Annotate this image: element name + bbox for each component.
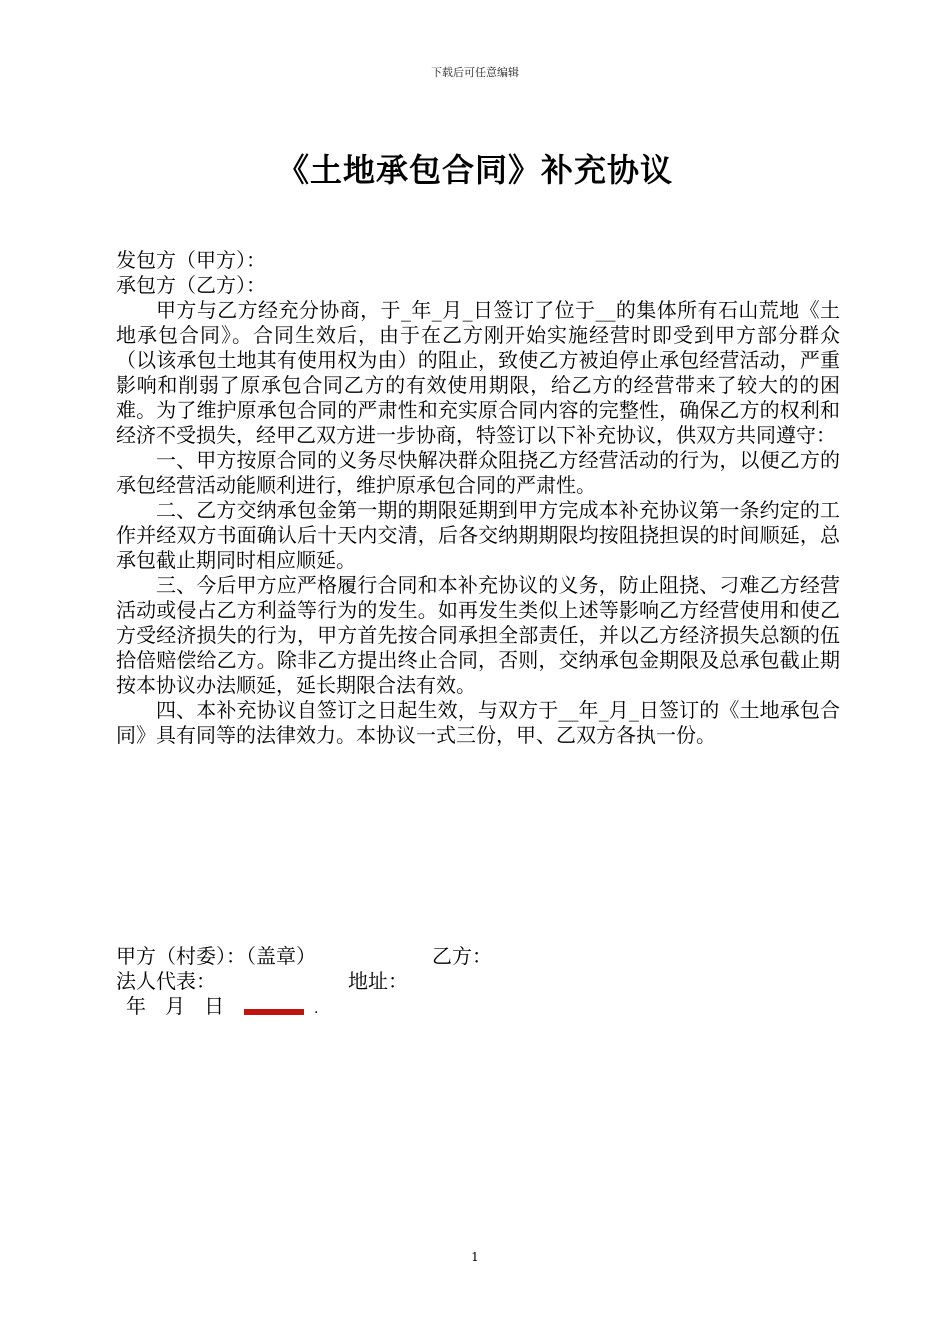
party-a-line: 发包方（甲方）： <box>116 248 266 272</box>
signature-row-parties <box>116 944 840 969</box>
date-label: 年 月 日 <box>126 994 225 1018</box>
clause-3-paragraph: 三、今后甲方应严格履行合同和本补充协议的义务，防止阻挠、刁难乙方经营活动或侵占乙方利益等行为的发生。如再发生类似上述等影响乙方经营使用和使乙方受经济损失的行为，甲方首先按合同承担全部责任，并以乙方经济损失总额的伍拾倍赔偿给乙方。除非乙方提出终止合同，否则，交纳承包金期限及总承包截止期按本协议办法顺延，延长期限合法有效。 <box>116 573 840 697</box>
trailing-dot: . <box>314 1001 319 1017</box>
document-title: 《土地承包合同》补充协议 <box>276 151 673 189</box>
address-label: 地址： <box>348 969 408 993</box>
clause-4-paragraph: 四、本补充协议自签订之日起生效，与双方于__年_月_日签订的《土地承包合同》具有同等的法律效力。本协议一式三份，甲、乙双方各执一份。 <box>116 698 840 747</box>
signature-row-date <box>116 994 840 1019</box>
party-b-line: 承包方（乙方）： <box>116 273 266 297</box>
legal-representative-label: 法人代表： <box>116 969 216 993</box>
clause-1-paragraph: 一、甲方按原合同的义务尽快解决群众阻挠乙方经营活动的行为，以便乙方的承包经营活动能顺利进行，维护原承包合同的严肃性。 <box>116 448 840 497</box>
signature-block <box>116 944 840 1019</box>
contract-body <box>116 248 840 748</box>
redaction-mark <box>244 1009 304 1015</box>
preamble-paragraph: 甲方与乙方经充分协商，于_年_月_日签订了位于__的集体所有石山荒地《土地承包合同》。合同生效后，由于在乙方刚开始实施经营时即受到甲方部分群众（以该承包土地其有使用权为由）的阻止，致使乙方被迫停止承包经营活动，严重影响和削弱了原承包合同乙方的有效使用期限，给乙方的经营带来了较大的的困难。为了维护原承包合同的严肃性和充实原合同内容的完整性，确保乙方的权利和经济不受损失，经甲乙双方进一步协商，特签订以下补充协议，供双方共同遵守： <box>116 298 840 447</box>
clause-2-paragraph: 二、乙方交纳承包金第一期的期限延期到甲方完成本补充协议第一条约定的工作并经双方书面确认后十天内交清，后各交纳期期限均按阻挠担误的时间顺延，总承包截止期同时相应顺延。 <box>116 498 840 572</box>
signature-row-representatives <box>116 969 840 994</box>
header-note: 下载后可任意编辑 <box>431 66 519 79</box>
party-b-signature-label: 乙方： <box>432 944 492 968</box>
party-a-signature-label: 甲方（村委）：（盖章） <box>116 944 316 968</box>
page-number: 1 <box>471 1250 479 1264</box>
